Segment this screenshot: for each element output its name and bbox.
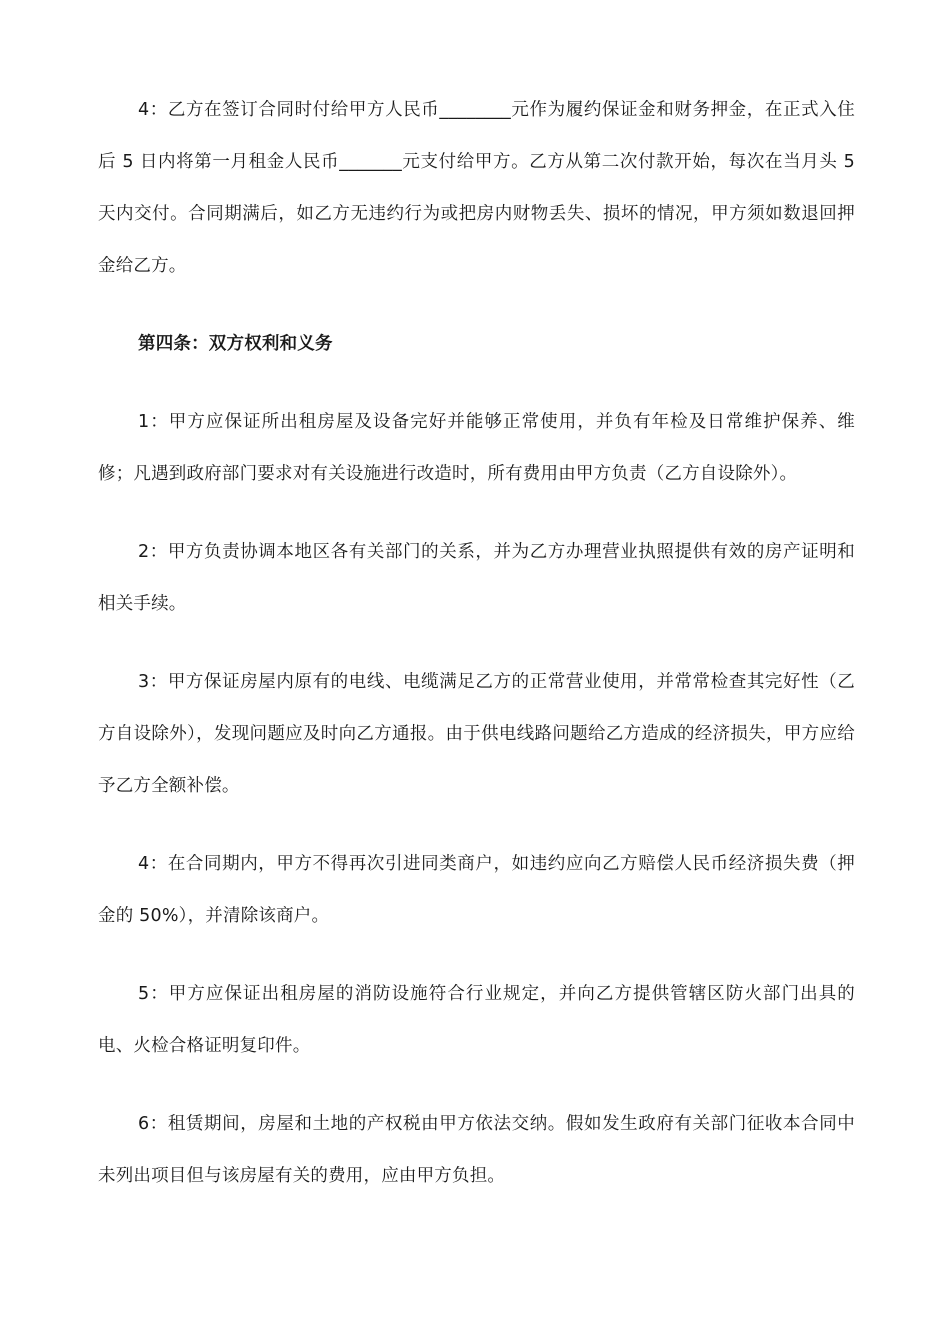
article-4-item-5: 5：甲方应保证出租房屋的消防设施符合行业规定，并向乙方提供管辖区防火部门出具的电、火检合格证明复印件。 — [98, 984, 855, 1056]
article-4-item-2: 2：甲方负责协调本地区各有关部门的关系，并为乙方办理营业执照提供有效的房产证明和相关手续。 — [98, 542, 855, 614]
clause-3-item-4-deposit: 4：乙方在签订合同时付给甲方人民币________元作为履约保证金和财务押金，在正式入住后 5 日内将第一月租金人民币_______元支付给甲方。乙方从第二次付款开始，每次在当月头 5 天内交付。合同期满后，如乙方无违约行为或把房内财物丢失、损坏的情况，甲方须如数退回押金给乙方。 — [98, 100, 855, 276]
article-4-heading: 第四条：双方权利和义务 — [138, 334, 333, 354]
article-4-item-1: 1：甲方应保证所出租房屋及设备完好并能够正常使用，并负有年检及日常维护保养、维修；凡遇到政府部门要求对有关设施进行改造时，所有费用由甲方负责（乙方自设除外）。 — [98, 412, 855, 484]
article-4-item-4: 4：在合同期内，甲方不得再次引进同类商户，如违约应向乙方赔偿人民币经济损失费（押金的 50%），并清除该商户。 — [98, 854, 855, 926]
article-4-item-3: 3：甲方保证房屋内原有的电线、电缆满足乙方的正常营业使用，并常常检查其完好性（乙方自设除外），发现问题应及时向乙方通报。由于供电线路问题给乙方造成的经济损失，甲方应给予乙方全额补偿。 — [98, 672, 855, 796]
article-4-item-6: 6：租赁期间，房屋和土地的产权税由甲方依法交纳。假如发生政府有关部门征收本合同中未列出项目但与该房屋有关的费用，应由甲方负担。 — [98, 1114, 855, 1186]
